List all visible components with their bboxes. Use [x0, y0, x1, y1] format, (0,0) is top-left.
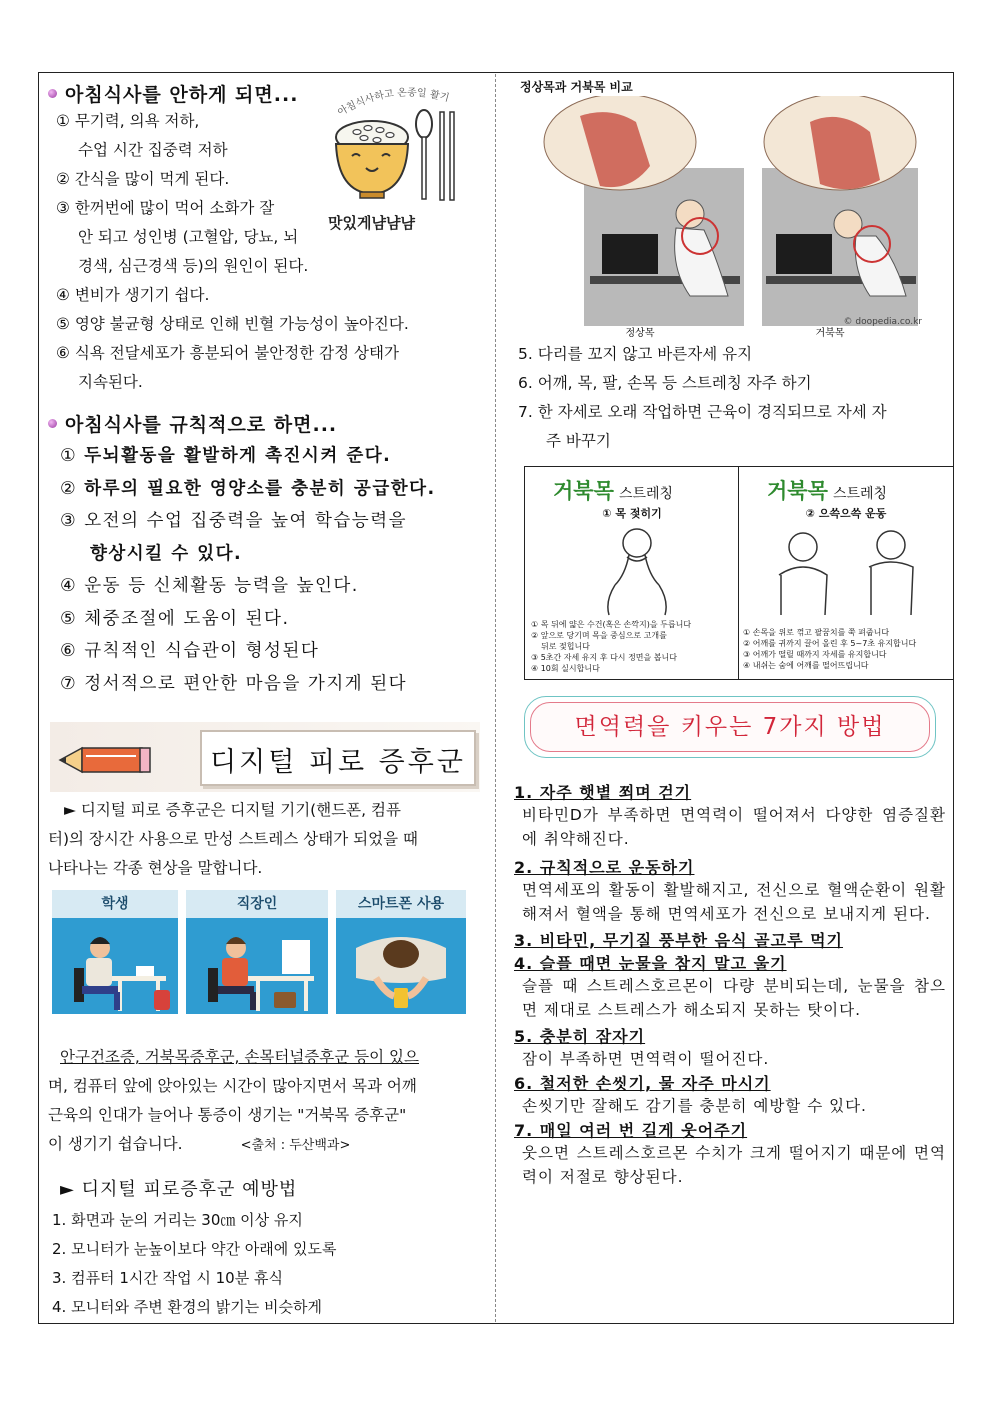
stretching-guide [524, 466, 954, 680]
list-item: ⑦ 정서적으로 편안한 마음을 가지게 된다 [60, 673, 408, 694]
list-item: ③ 오전의 수업 집중력을 높여 학습능력을 [60, 511, 408, 531]
digital-fatigue-banner [50, 722, 480, 792]
list-item: 2. 모니터가 눈높이보다 약간 아래에 있도록 [52, 1240, 337, 1258]
svg-text:아침식사하고 온종일 활기차게~ [322, 82, 451, 119]
list-item: 경색, 심근경색 등)의 원인이 된다. [78, 257, 309, 275]
shoulder-shrug-figure-icon [765, 523, 935, 619]
prevent-list-continued [518, 340, 948, 456]
immune-item-body: 면역세포의 활동이 활발해지고, 전신으로 혈액순환이 원활해져서 혈액을 통해 면역세포가 전신으로 보내지게 된다. [522, 881, 946, 923]
image-credit: © doopedia.co.kr [843, 317, 922, 327]
immune-item-title: 3. 비타민, 무기질 풍부한 음식 골고루 먹기 [514, 931, 844, 950]
list-item: 안 되고 성인병 (고혈압, 당뇨, 뇌 [78, 228, 299, 246]
panel-student: 학생 [52, 890, 178, 1014]
bullet-icon [48, 89, 57, 98]
immune-item-title: 6. 철저한 손씻기, 물 자주 마시기 [514, 1074, 771, 1093]
stretch-notes-2: ① 손목을 위로 꺾고 팔꿈치를 쭉 펴줍니다 ② 어깨를 귀까지 끌어 올린 후 5~7초 유지합니다 ③ 어깨가 떨릴 때까지 자세를 유지합니다 ④ 내쉬는 숨에 어깨를 떨어뜨립니다 [743, 628, 917, 670]
neck-comparison-illustration [540, 96, 924, 340]
list-item: 7. 한 자세로 오래 작업하면 근육이 경직되므로 자세 자 [518, 403, 887, 421]
neck-comparison-caption: 정상목과 거북목 비교 [520, 80, 633, 94]
immune-item-title: 2. 규칙적으로 운동하기 [514, 858, 695, 877]
list-item: ⑥ 규칙적인 식습관이 형성된다 [60, 641, 320, 661]
skip-breakfast-heading: 아침식사를 안하게 되면... [48, 80, 298, 107]
image-caption-top: 아침식사하고 온종일 활기 [336, 87, 451, 119]
stretch-box-2: 거북목 스트레칭 ② 으쓱으쓱 운동 ① 손목을 위로 꺾고 팔꿈치를 쭉 펴줍니다 ② 어깨를 귀까지 끌어 올린 후 5~7초 유지합니다 ③ 어깨가 떨릴 때까지 자세를 유지합니다 ④ 내쉬는 숨에 어깨를 떨어뜨립니다 [739, 467, 953, 679]
list-item: 주 바꾸기 [546, 432, 611, 450]
list-item: 4. 모니터와 주변 환경의 밝기는 비슷하게 [52, 1298, 322, 1316]
panel-worker: 직장인 [186, 890, 328, 1014]
immune-list [514, 780, 946, 1189]
list-item: ① 두뇌활동을 활발하게 촉진시켜 준다. [60, 446, 392, 466]
list-item: 1. 화면과 눈의 거리는 30㎝ 이상 유지 [52, 1211, 303, 1229]
smartphone-user-icon [336, 918, 466, 1014]
list-item: 5. 다리를 꼬지 않고 바른자세 유지 [518, 345, 753, 363]
list-item: ① 무기력, 의욕 저하, [56, 112, 200, 130]
digital-panels [52, 890, 466, 1014]
stretch-notes-1: ① 목 뒤에 얇은 수건(혹은 손깍지)을 두릅니다 ② 앞으로 당기며 목을 중심으로 고개를 뒤로 젖힙니다 ③ 5초간 자세 유지 후 다시 정면을 봅니다 ④ 10회 실시합니다 [531, 620, 692, 673]
immune-item-title: 1. 자주 햇볕 쬐며 걷기 [514, 783, 692, 802]
list-item: 3. 컴퓨터 1시간 작업 시 10분 휴식 [52, 1269, 283, 1287]
digital-fatigue-intro: ► 디지털 피로 증후군은 디지털 기기(핸드폰, 컴퓨 터)의 장시간 사용으로 만성 스트레스 상태가 되었을 때 나타나는 각종 현상을 말합니다. [48, 801, 418, 877]
list-item: ② 하루의 필요한 영양소를 충분히 공급한다. [60, 478, 436, 499]
list-item: ③ 한꺼번에 많이 먹어 소화가 잘 [56, 199, 275, 217]
immune-item-body: 슬플 때 스트레스호르몬이 다량 분비되는데, 눈물을 참으면 제대로 스트레스가 해소되지 못하는 탓이다. [522, 977, 946, 1019]
list-item: 지속된다. [78, 373, 143, 391]
worker-desk-icon [186, 918, 328, 1014]
student-desk-icon [52, 918, 178, 1014]
list-item: ④ 변비가 생기기 쉽다. [56, 286, 210, 304]
rice-bowl-illustration [322, 82, 472, 237]
list-item: 6. 어깨, 목, 팔, 손목 등 스트레칭 자주 하기 [518, 374, 812, 392]
label-normal-neck: 정상목 [625, 328, 655, 339]
immune-item-body: 웃으면 스트레스호르몬 수치가 크게 떨어지기 때문에 면역력이 저절로 향상된다. [522, 1144, 946, 1186]
list-item: ⑤ 영양 불균형 상태로 인해 빈혈 가능성이 높아진다. [56, 315, 409, 333]
column-divider [495, 74, 496, 1322]
list-item: 향상시킬 수 있다. [90, 543, 243, 564]
digital-fatigue-title: 디지털 피로 증후군 [210, 747, 466, 778]
immune-item-title: 5. 충분히 잠자기 [514, 1027, 646, 1046]
label-turtle-neck: 거북목 [815, 328, 845, 339]
digital-fatigue-desc: 안구건조증, 거북목증후군, 손목터널증후군 등이 있으 며, 컴퓨터 앞에 앉아있는 시간이 많아지면서 목과 어깨 근육의 인대가 늘어나 통증이 생기는 "거북목 증후군" 이 생기기 쉽습니다. <출처 : 두산백과> [48, 1048, 419, 1153]
immune-item-body: 비타민D가 부족하면 면역력이 떨어져서 다양한 염증질환에 취약해진다. [522, 806, 946, 848]
prevent-list [52, 1206, 336, 1322]
regular-breakfast-heading: 아침식사를 규칙적으로 하면... [48, 410, 337, 437]
regular-breakfast-list [60, 440, 490, 700]
pencil-icon [56, 736, 156, 782]
list-item: 수업 시간 집중력 저하 [78, 141, 228, 159]
list-item: ② 간식을 많이 먹게 된다. [56, 170, 230, 188]
stretch-box-1: 거북목 스트레칭 ① 목 젖히기 ① 목 뒤에 얇은 수건(혹은 손깍지)을 두릅니다 ② 앞으로 당기며 목을 중심으로 고개를 뒤로 젖힙니다 ③ 5초간 자세 유지 후 다시 정면을 봅니다 ④ 10회 실시합니다 [525, 467, 739, 679]
list-item: ④ 운동 등 신체활동 능력을 높인다. [60, 576, 359, 596]
immune-item-title: 7. 매일 여러 번 길게 웃어주기 [514, 1121, 748, 1140]
immune-banner-title: 면역력을 키우는 7가지 방법 [530, 702, 930, 752]
neck-stretch-figure-icon [585, 521, 685, 617]
panel-smartphone: 스마트폰 사용 [336, 890, 466, 1014]
list-item: ⑤ 체중조절에 도움이 된다. [60, 608, 290, 629]
list-item: ⑥ 식욕 전달세포가 흥분되어 불안정한 감정 상태가 [56, 344, 399, 362]
image-caption-bottom: 맛있게냠냠냠 [328, 214, 415, 232]
immune-item-body: 잠이 부족하면 면역력이 떨어진다. [522, 1050, 770, 1068]
immune-item-body: 손씻기만 잘해도 감기를 충분히 예방할 수 있다. [522, 1097, 867, 1115]
prevent-heading: ► 디지털 피로증후군 예방법 [60, 1179, 298, 1200]
bullet-icon [48, 419, 57, 428]
immune-item-title: 4. 슬플 때면 눈물을 참지 말고 울기 [514, 954, 787, 973]
source-note: <출처 : 두산백과> [240, 1138, 351, 1153]
